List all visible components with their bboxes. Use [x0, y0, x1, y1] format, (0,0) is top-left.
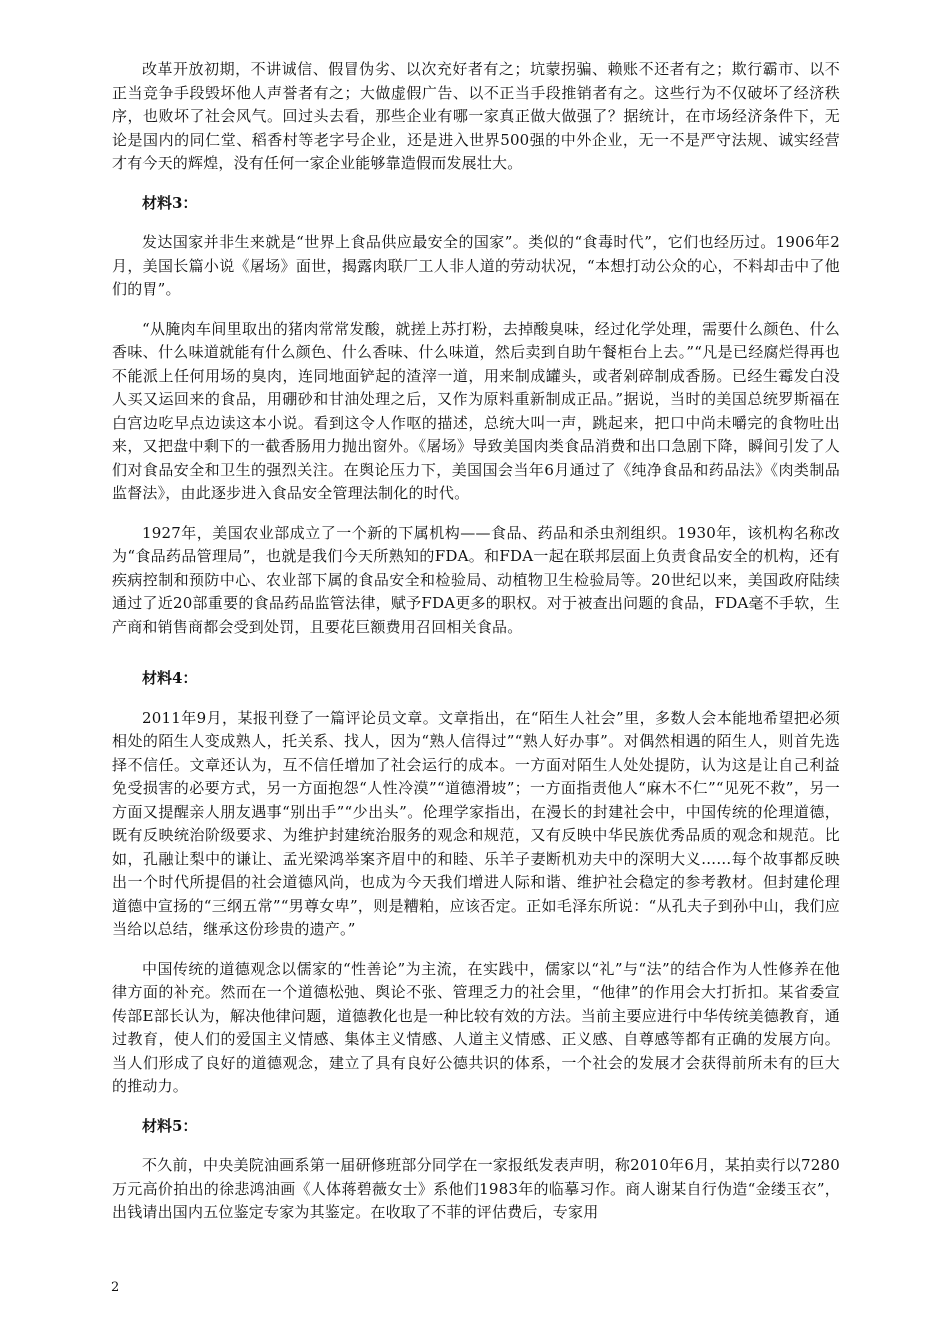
material-5-heading: 材料5：	[142, 1116, 198, 1135]
page-number: 2	[111, 1280, 120, 1295]
paragraph-material3-fda: 1927年，美国农业部成立了一个新的下属机构——食品、药品和杀虫剂组织。1930年，该机构名称改为“食品药品管理局”，也就是我们今天所熟知的FDA。和FDA一起在联邦层面上负责食品安全的机构，还有疾病控制和预防中心、农业部下属的食品安全和检验局、动植物卫生检验局等。20世纪以来，美国政府陆续通过了近20部重要的食品药品监管法律，赋予FDA更多的职权。对于被查出问题的食品，FDA毫不手软，生产商和销售商都会受到处罚，且要花巨额费用召回相关食品。	[112, 523, 840, 636]
paragraph-material3-intro: 发达国家并非生来就是“世界上食品供应最安全的国家”。类似的“食毒时代”，它们也经历过。1906年2月，美国长篇小说《屠场》面世，揭露肉联厂工人非人道的劳动状况，“本想打动公众的心，不料却击中了他们的胃”。	[112, 233, 840, 298]
paragraph-material4-morality: 中国传统的道德观念以儒家的“性善论”为主流，在实践中，儒家以“礼”与“法”的结合作为人性修养在他律方面的补充。然而在一个道德松弛、舆论不张、管理乏力的社会里，“他律”的作用会大打折扣。某省委宣传部E部长认为，解决他律问题，道德教化也是一种比较有效的方法。当前主要应进行中华传统美德教育，通过教育，使人们的爱国主义情感、集体主义情感、人道主义情感、正义感、自尊感等都有正确的发展方向。当人们形成了良好的道德观念，建立了具有良好公德共识的体系，一个社会的发展才会获得前所未有的巨大的推动力。	[112, 959, 840, 1095]
paragraph-material3-quote: “从腌肉车间里取出的猪肉常常发酸，就搓上苏打粉，去掉酸臭味，经过化学处理，需要什么颜色、什么香味、什么味道就能有什么颜色、什么香味、什么味道，然后卖到自助午餐柜台上去。”“凡是已经腐烂得再也不能派上任何用场的臭肉，连同地面铲起的渣滓一道，用来制成罐头，或者剁碎制成香肠。已经生霉发白没人买又运回来的食品，用硼砂和甘油处理之后，又作为原料重新制成正品。”据说，当时的美国总统罗斯福在白宫边吃早点边读这本小说。看到这令人作呕的描述，总统大叫一声，跳起来，把口中尚未嚼完的食物吐出来，又把盘中剩下的一截香肠用力抛出窗外。《屠场》导致美国肉类食品消费和出口急剧下降，瞬间引发了人们对食品安全和卫生的强烈关注。在舆论压力下，美国国会当年6月通过了《纯净食品和药品法》《肉类制品监督法》，由此逐步进入食品安全管理法制化的时代。	[112, 319, 840, 502]
paragraph-material2-conclusion: 改革开放初期，不讲诚信、假冒伪劣、以次充好者有之；坑蒙拐骗、赖账不还者有之；欺行霸市、以不正当竞争手段毁坏他人声誉者有之；大做虚假广告、以不正当手段推销者有之。这些行为不仅破坏了经济秩序，也败坏了社会风气。回过头去看，那些企业有哪一家真正做大做强了？据统计，在市场经济条件下，无论是国内的同仁堂、稻香村等老字号企业，还是进入世界500强的中外企业，无一不是严守法规、诚实经营才有今天的辉煌，没有任何一家企业能够靠造假而发展壮大。	[112, 60, 840, 172]
paragraph-material4-stranger-society: 2011年9月，某报刊登了一篇评论员文章。文章指出，在“陌生人社会”里，多数人会本能地希望把必须相处的陌生人变成熟人，托关系、找人，因为“熟人信得过”“熟人好办事”。对偶然相遇的陌生人，则首先选择不信任。文章还认为，互不信任增加了社会运行的成本。一方面对陌生人处处提防，认为这是让自己利益免受损害的必要方式，另一方面抱怨“人性冷漠”“道德滑坡”；一方面指责他人“麻木不仁”“见死不救”，另一方面又提醒亲人朋友遇事“别出手”“少出头”。伦理学家指出，在漫长的封建社会中，中国传统的伦理道德，既有反映统治阶级要求、为维护封建统治服务的观念和规范，又有反映中华民族优秀品质的观念和规范。比如，孔融让梨中的谦让、孟光梁鸿举案齐眉中的和睦、乐羊子妻断机劝夫中的深明大义……每个故事都反映出一个时代所提倡的社会道德风尚，也成为今天我们增进人际和谐、维护社会稳定的参考教材。但封建伦理道德中宣扬的“三纲五常”“男尊女卑”，则是糟粕，应该否定。正如毛泽东所说：“从孔夫子到孙中山，我们应当给以总结，继承这份珍贵的遗产。”	[112, 708, 840, 938]
paragraph-material5-forgery: 不久前，中央美院油画系第一届研修班部分同学在一家报纸发表声明，称2010年6月，某拍卖行以7280万元高价拍出的徐悲鸿油画《人体蒋碧薇女士》系他们1983年的临摹习作。商人谢某自行伪造“金缕玉衣”，出钱请出国内五位鉴定专家为其鉴定。在收取了不菲的评估费后，专家用	[112, 1156, 840, 1221]
material-3-heading: 材料3：	[142, 193, 198, 212]
document-page	[112, 58, 840, 1225]
material-4-heading: 材料4：	[142, 669, 198, 687]
